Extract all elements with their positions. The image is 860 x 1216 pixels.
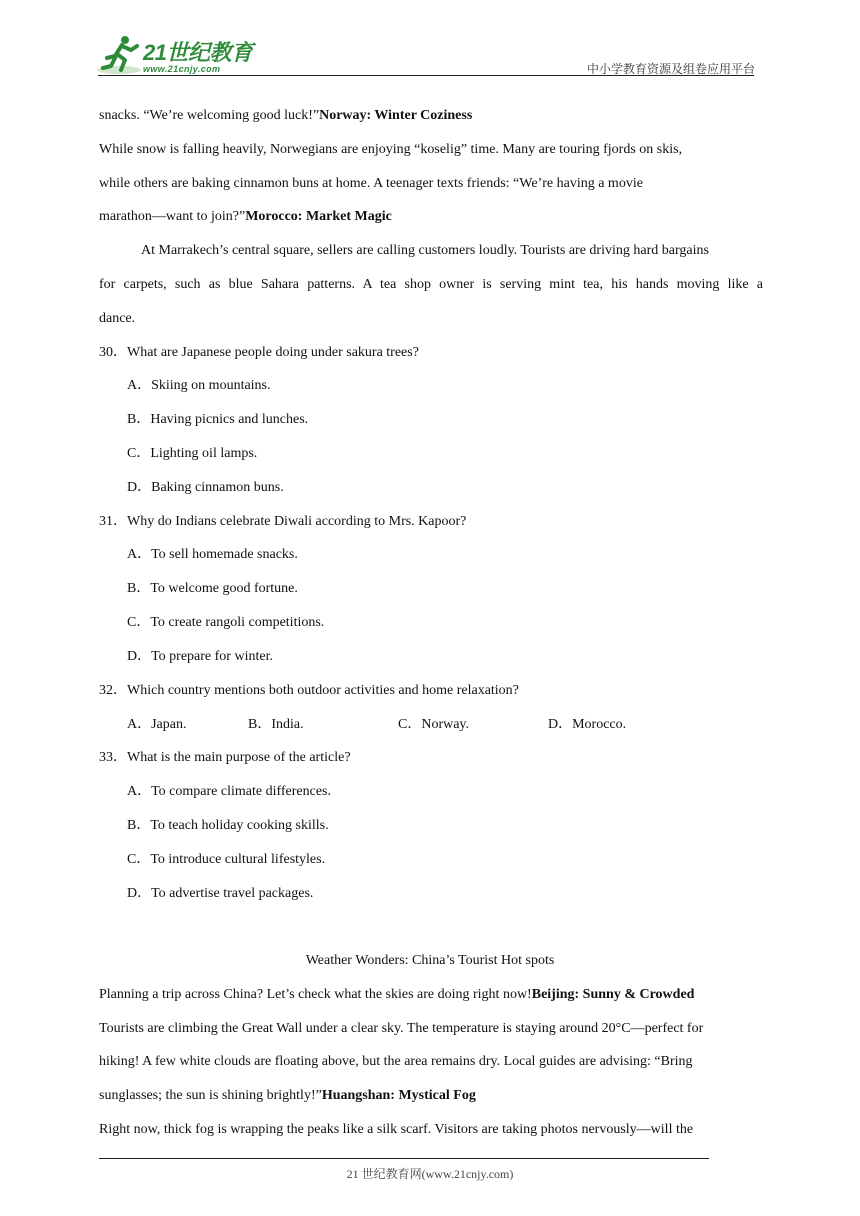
section-heading: Beijing: Sunny & Crowded [531,987,695,1002]
answer-option[interactable]: C．Lighting oil lamps. [127,446,258,461]
passage-line [99,107,472,125]
passage-line: While snow is falling heavily, Norwegians are enjoying “koselig” time. Many are touring fjords on skis, [99,142,683,157]
passage-line: dance. [99,311,136,326]
footer-divider [99,1158,709,1159]
answer-option[interactable]: D．Baking cinnamon buns. [127,480,284,495]
passage-text: Planning a trip across China? Let’s check what the skies are doing right now! [99,987,532,1002]
answer-option[interactable]: D．To advertise travel packages. [127,886,314,901]
logo-url: www.21cnjy.com [143,64,221,74]
passage-line [99,208,392,226]
answer-option[interactable]: C．To introduce cultural lifestyles. [127,852,326,867]
answer-option[interactable]: D．To prepare for winter. [127,649,273,664]
passage-text: marathon—want to join?” [99,209,246,224]
passage-line: for carpets, such as blue Sahara patterns. A tea shop owner is serving mint tea, his hands moving like a [99,277,763,292]
passage-line: while others are baking cinnamon buns at home. A teenager texts friends: “We’re having a movie [99,176,643,191]
platform-name: 中小学教育资源及组卷应用平台 [586,62,755,76]
answer-option[interactable]: C．To create rangoli competitions. [127,615,325,630]
page-footer: 21 世纪教育网(www.21cnjy.com) [346,1167,514,1181]
passage-text: sunglasses; the sun is shining brightly!” [99,1088,322,1103]
answer-option[interactable]: B．To welcome good fortune. [127,581,298,596]
passage-line: hiking! A few white clouds are floating above, but the area remains dry. Local guides are advising: “Bring [99,1054,693,1069]
site-logo [95,34,265,76]
section-heading: Morocco: Market Magic [245,209,392,224]
section-heading: Huangshan: Mystical Fog [321,1088,476,1103]
answer-option[interactable]: C．Norway. [398,717,470,732]
question-stem: 30．What are Japanese people doing under sakura trees? [99,345,419,360]
answer-option[interactable]: A．To sell homemade snacks. [127,547,298,562]
header-divider [98,75,754,76]
answer-option[interactable]: B．Having picnics and lunches. [127,412,309,427]
passage-line: Tourists are climbing the Great Wall under a clear sky. The temperature is staying around 20°C—perfect for [99,1021,704,1036]
question-stem: 31．Why do Indians celebrate Diwali according to Mrs. Kapoor? [99,514,467,529]
passage-line: At Marrakech’s central square, sellers are calling customers loudly. Tourists are driving hard bargains [141,243,709,258]
page-header [95,30,755,78]
section-heading: Norway: Winter Coziness [319,108,473,123]
answer-option[interactable]: B．India. [248,717,304,732]
passage-line [99,986,694,1004]
logo-text: 21世纪教育 [143,40,253,65]
answer-option[interactable]: D．Morocco. [548,717,627,732]
question-stem: 33．What is the main purpose of the article? [99,750,351,765]
runner-logo-icon [95,34,143,76]
answer-option[interactable]: A．Skiing on mountains. [127,378,271,393]
passage-line: Right now, thick fog is wrapping the peaks like a silk scarf. Visitors are taking photos nervously—will the [99,1122,694,1137]
question-stem: 32．Which country mentions both outdoor activities and home relaxation? [99,683,519,698]
passage-text: snacks. “We’re welcoming good luck!” [99,108,320,123]
passage-line [99,1087,476,1105]
answer-option[interactable]: A．To compare climate differences. [127,784,332,799]
answer-option[interactable]: B．To teach holiday cooking skills. [127,818,329,833]
answer-option[interactable]: A．Japan. [127,717,187,732]
passage-title: Weather Wonders: China’s Tourist Hot spots [305,953,555,968]
